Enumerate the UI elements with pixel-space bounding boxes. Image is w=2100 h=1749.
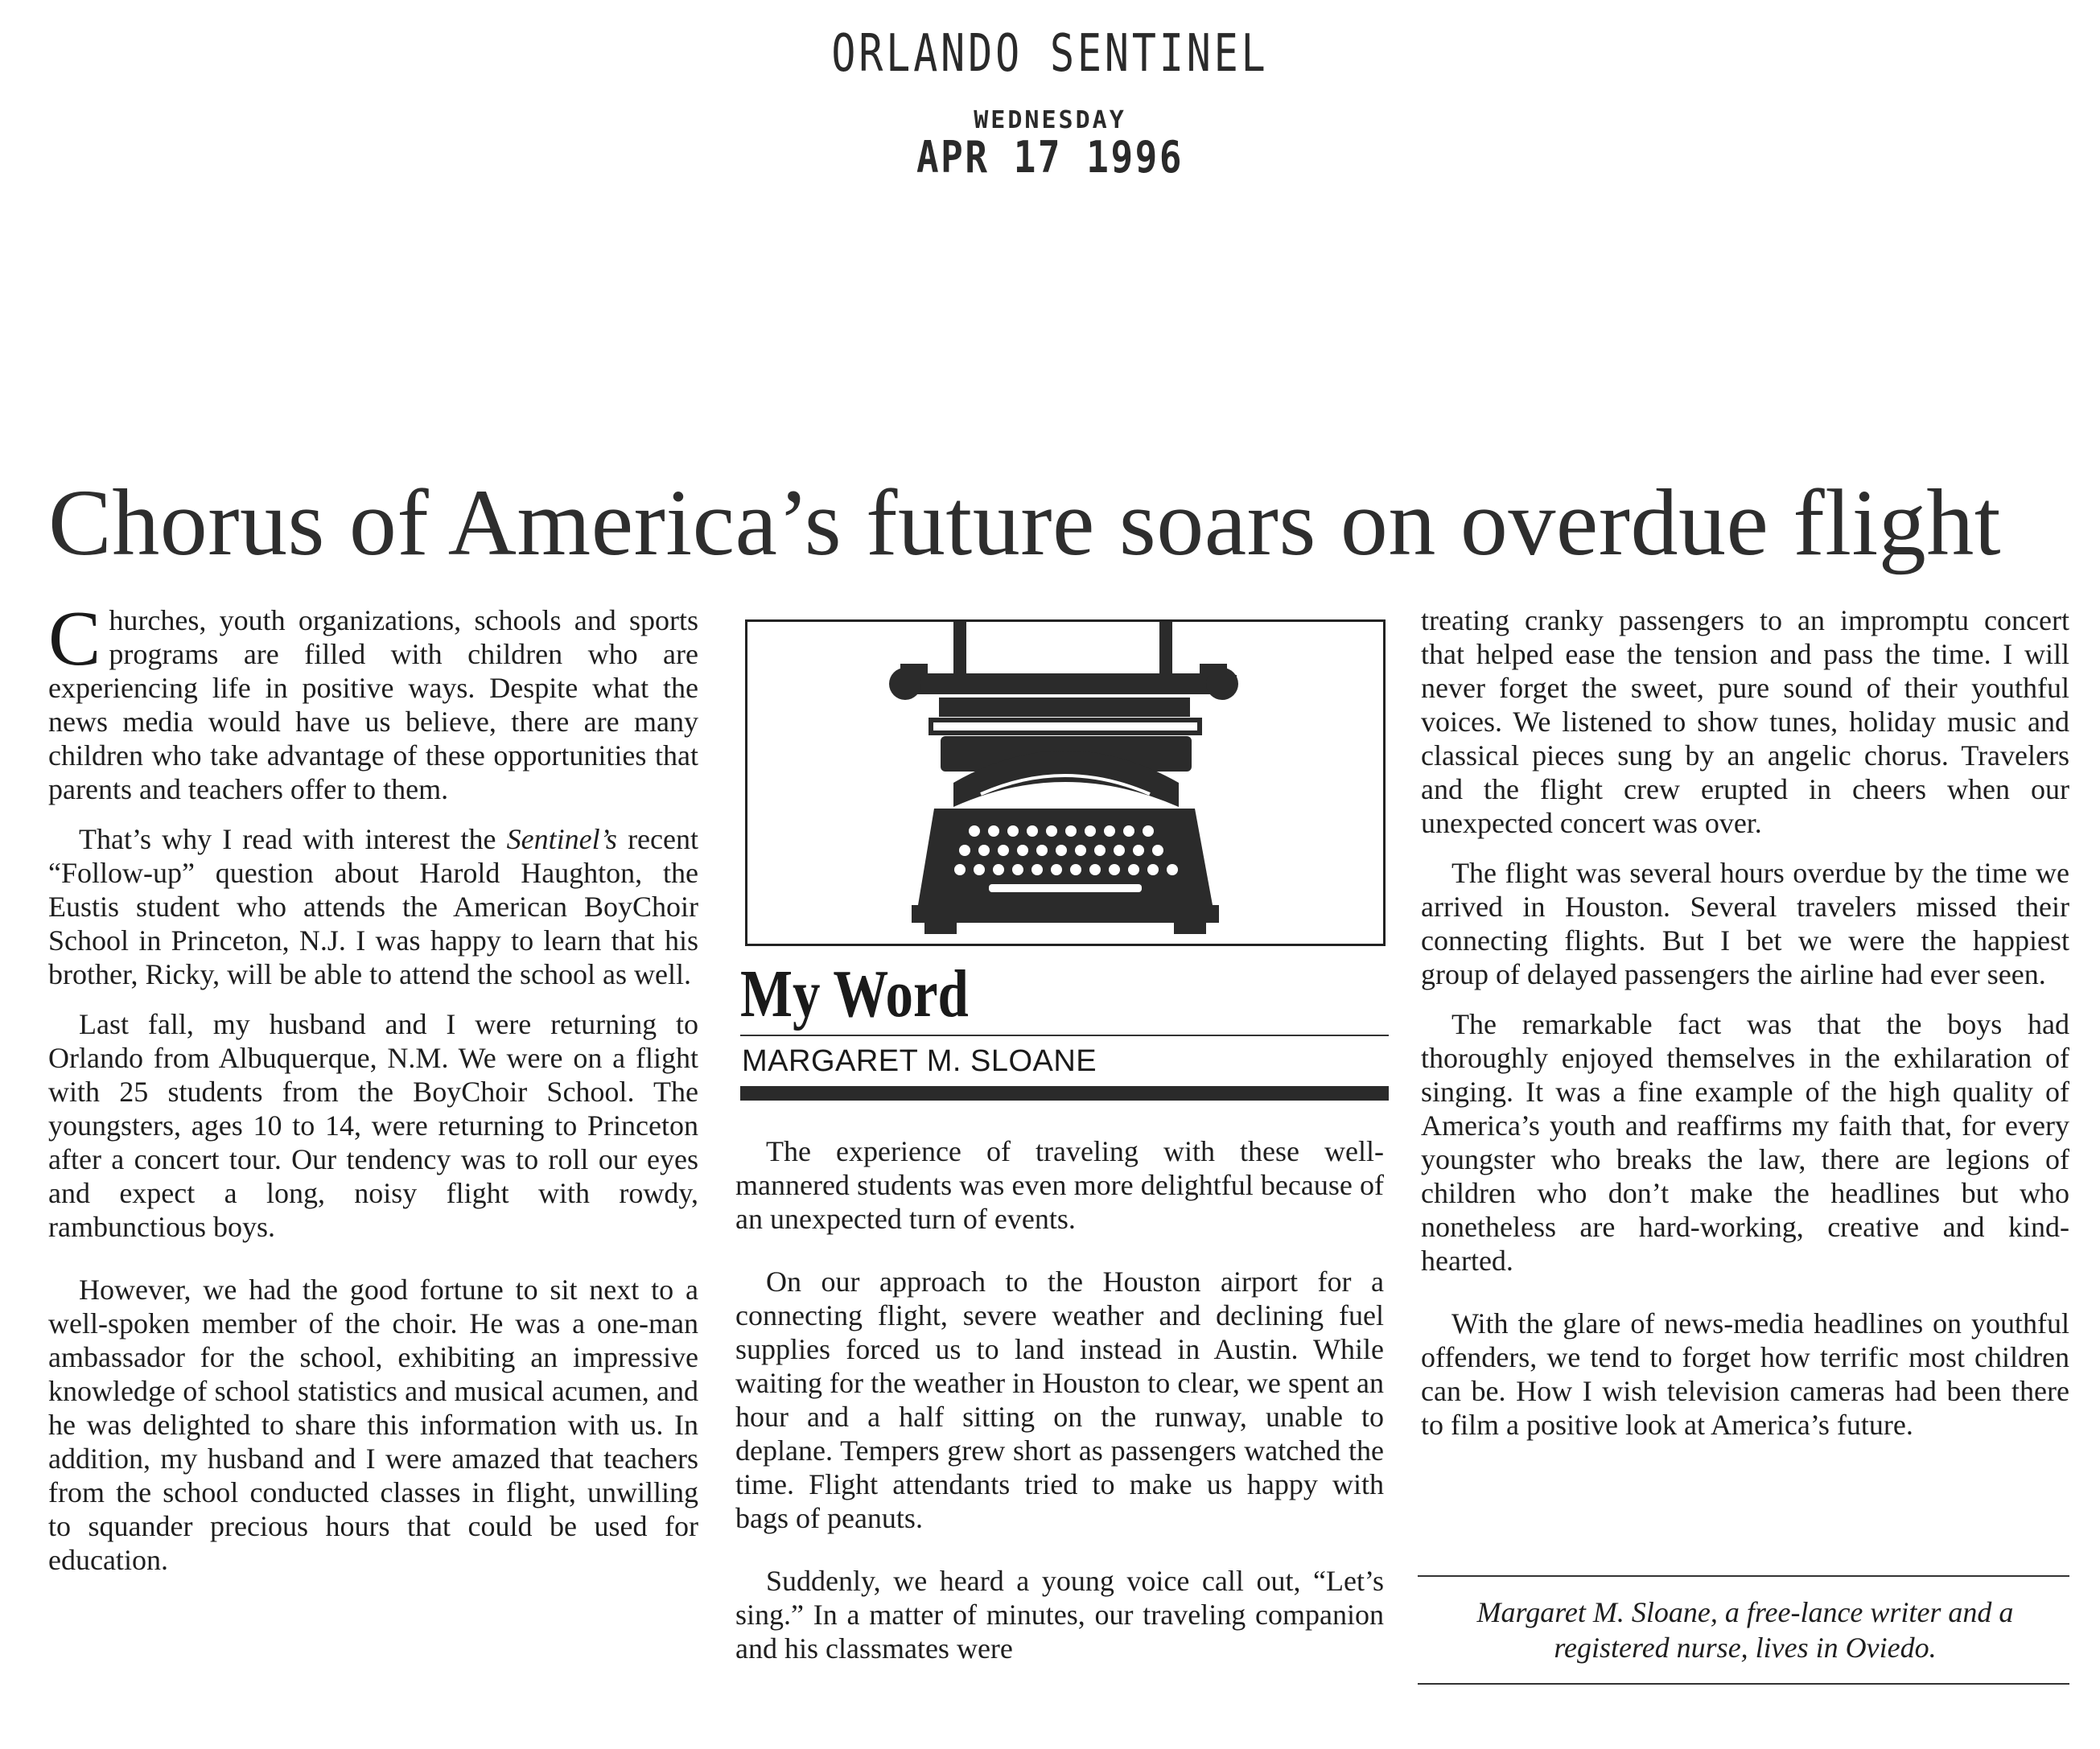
paragraph: The experience of traveling with these well-mannered students was even more delightful because of an unexpected turn of events. (735, 1135, 1384, 1235)
author-bio: Margaret M. Sloane, a free-lance writer and a registered nurse, lives in Oviedo. (1476, 1596, 2014, 1664)
paragraph (48, 595, 698, 806)
paragraph-text: hurches, youth organizations, schools and sports programs are filled with children who are experiencing life in positive ways. Despite what the news media would have us believe, there are many children who take advantage of these opportunities that parents and teachers offer to them. (48, 604, 698, 805)
paragraph-text: That’s why I read with interest the (79, 823, 507, 855)
drop-cap: C (48, 595, 101, 682)
article-headline: Chorus of America’s future soars on overdue flight (48, 470, 2002, 575)
paragraph: The remarkable fact was that the boys had thoroughly enjoyed themselves in the exhilaration of singing. It was a fine example of the high quality of America’s youth and reaffirms my faith that, for every youngster who breaks the law, there are legions of children who don’t make the headlines but who nonetheless are hard-working, creative and kind-hearted. (1421, 1008, 2069, 1277)
my-word-art-box (745, 619, 1386, 946)
paragraph: With the glare of news-media headlines on youthful offenders, we tend to forget how terrific most children can be. How I wish television cameras had been there to film a positive look at America’s future. (1421, 1307, 2069, 1441)
newspaper-name-stamp: ORLANDO SENTINEL (831, 24, 1269, 84)
newspaper-name-italic: Sentinel’s (506, 823, 617, 855)
bio-bottom-rule (1418, 1683, 2069, 1685)
typewriter-icon (747, 622, 1383, 944)
article-column-1 (48, 595, 698, 1593)
column-title: My Word (740, 957, 969, 1031)
date-stamp: APR 17 1996 (916, 132, 1184, 183)
paragraph (48, 822, 698, 991)
author-byline: MARGARET M. SLOANE (742, 1044, 1097, 1078)
byline-bar (740, 1086, 1389, 1101)
title-divider (740, 1035, 1389, 1036)
paragraph: On our approach to the Houston airport for a connecting flight, severe weather and declining fuel supplies forced us to land instead in Austin. While waiting for the weather in Houston to clear, we spent an hour and a half sitting on the runway, unable to deplane. Tempers grew short as passengers watched the time. Flight attendants tried to make us happy with bags of peanuts. (735, 1265, 1384, 1534)
weekday-stamp: WEDNESDAY (974, 106, 1126, 134)
article-column-3 (1421, 603, 2069, 1458)
paragraph: The flight was several hours overdue by the time we arrived in Houston. Several travelers missed their connecting flights. But I bet we were the happiest group of delayed passengers the airline had ever seen. (1421, 857, 2069, 990)
paragraph: Suddenly, we heard a young voice call out, “Let’s sing.” In a matter of minutes, our traveling companion and his classmates were (735, 1565, 1384, 1665)
paragraph: However, we had the good fortune to sit next to a well-spoken member of the choir. He was a one-man ambassador for the school, exhibiting an impressive knowledge of school statistics and musical acumen, and he was delighted to share this information with us. In addition, my husband and I were amazed that teachers from the school conducted classes in flight, unwilling to squander precious hours that could be used for education. (48, 1274, 698, 1576)
paragraph: Last fall, my husband and I were returning to Orlando from Albuquerque, N.M. We were on a flight with 25 students from the BoyChoir School. The youngsters, ages 10 to 14, were returning to Princeton after a concert tour. Our tendency was to roll our eyes and expect a long, noisy flight with rowdy, rambunctious boys. (48, 1008, 698, 1243)
paragraph-text: recent “Follow-up” question about Harold Haughton, the Eustis student who attends the American BoyChoir School in Princeton, N.J. I was happy to learn that his brother, Ricky, will be able to attend the school as well. (48, 823, 698, 990)
paragraph: treating cranky passengers to an impromptu concert that helped ease the tension and pass the time. I will never forget the sweet, pure sound of their youthful voices. We listened to show tunes, holiday music and classical pieces sung by an angelic chorus. Travelers and the flight crew erupted in cheers when our unexpected concert was over. (1421, 604, 2069, 839)
article-column-2 (735, 1134, 1384, 1681)
bio-top-rule (1418, 1575, 2069, 1577)
